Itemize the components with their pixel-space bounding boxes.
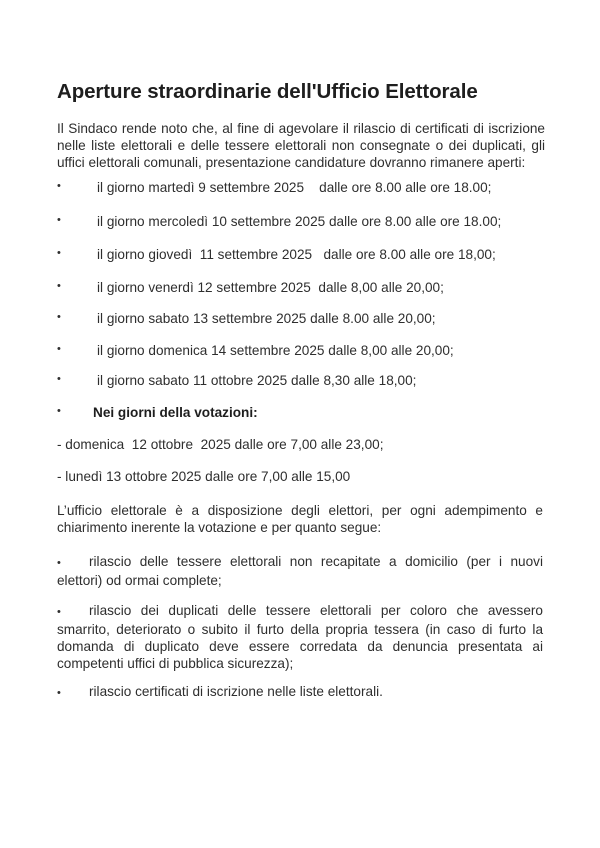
bullet-icon: • [57, 214, 61, 226]
service-text: rilascio certificati di iscrizione nelle liste elettorali. [89, 684, 383, 699]
bullet-icon: • [57, 373, 61, 385]
bullet-icon: • [57, 687, 61, 699]
page-title: Aperture straordinarie dell'Ufficio Elettorale [57, 80, 478, 103]
schedule-text: il giorno venerdì 12 settembre 2025 dalle 8,00 alle 20,00; [97, 280, 444, 295]
schedule-text: il giorno sabato 13 settembre 2025 dalle 8.00 alle 20,00; [97, 311, 436, 326]
voting-days-heading-text: Nei giorni della votazioni: [93, 405, 258, 420]
bullet-icon: • [57, 280, 61, 292]
bullet-icon: • [57, 557, 61, 569]
service-item [57, 683, 543, 702]
bullet-icon: • [57, 343, 61, 355]
schedule-text: il giorno domenica 14 settembre 2025 dalle 8,00 alle 20,00; [97, 343, 454, 358]
schedule-text: il giorno mercoledì 10 settembre 2025 dalle ore 8.00 alle ore 18.00; [97, 214, 502, 229]
schedule-text: il giorno giovedì 11 settembre 2025 dalle ore 8.00 alle ore 18,00; [97, 247, 496, 262]
bullet-icon: • [57, 405, 61, 417]
service-text: rilascio dei duplicati delle tessere elettorali per coloro che avessero smarrito, deteriorato o subito il furto della propria tessera (in caso di furto la domanda di duplicato deve essere corredata da denuncia presentata ai competenti uffici di pubblica sicurezza); [57, 603, 543, 671]
service-item [57, 602, 543, 672]
voting-day-item: - lunedì 13 ottobre 2025 dalle ore 7,00 alle 15,00 [57, 469, 351, 484]
service-item [57, 553, 543, 589]
bullet-icon: • [57, 247, 61, 259]
bullet-icon: • [57, 180, 61, 192]
bullet-icon: • [57, 606, 61, 618]
bullet-icon: • [57, 311, 61, 323]
office-paragraph: L’ufficio elettorale è a disposizione degli elettori, per ogni adempimento e chiarimento inerente la votazione e per quanto segue: [57, 503, 543, 535]
intro-paragraph: Il Sindaco rende noto che, al fine di agevolare il rilascio di certificati di iscrizione nelle liste elettorali e delle tessere elettorali non consegnate o dei duplicati, gli uffici elettorali comunali, presentazione candidature dovranno rimanere aperti: [57, 121, 545, 170]
schedule-text: il giorno martedì 9 settembre 2025 dalle ore 8.00 alle ore 18.00; [97, 180, 492, 195]
service-text: rilascio delle tessere elettorali non recapitate a domicilio (per i nuovi elettori) od ormai complete; [57, 554, 543, 588]
schedule-text: il giorno sabato 11 ottobre 2025 dalle 8,30 alle 18,00; [97, 373, 417, 388]
voting-day-item: - domenica 12 ottobre 2025 dalle ore 7,00 alle 23,00; [57, 437, 384, 452]
